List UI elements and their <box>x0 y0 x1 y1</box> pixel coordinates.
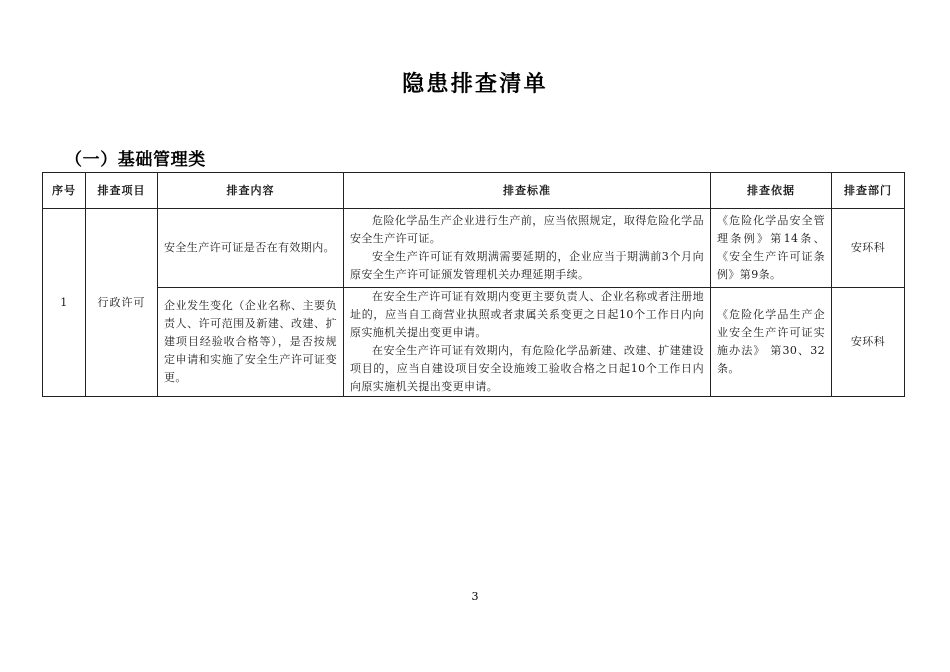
header-check-content: 排查内容 <box>158 173 344 209</box>
table-row <box>43 209 905 288</box>
cell-check-item: 行政许可 <box>86 209 158 397</box>
standard-paragraph: 在安全生产许可证有效期内，有危险化学品新建、改建、扩建建设项目的，应当自建设项目安全设施竣工验收合格之日起10个工作日内向原实施机关提出变更申请。 <box>350 344 704 393</box>
header-check-item: 排查项目 <box>86 173 158 209</box>
cell-check-department: 安环科 <box>832 288 905 397</box>
header-check-standard: 排查标准 <box>344 173 711 209</box>
table-body <box>43 209 905 397</box>
page-number: 3 <box>471 590 479 603</box>
header-check-basis: 排查依据 <box>711 173 832 209</box>
cell-check-content: 安全生产许可证是否在有效期内。 <box>158 209 344 288</box>
page-title: 隐患排查清单 <box>402 72 548 97</box>
cell-check-basis: 《危险化学品生产企业安全生产许可证实施办法》 第30、32条。 <box>711 288 832 397</box>
cell-check-standard <box>344 209 711 288</box>
cell-check-basis: 《危险化学品安全管理条例》第14条、《安全生产许可证条例》第9条。 <box>711 209 832 288</box>
cell-check-content: 企业发生变化（企业名称、主要负责人、许可范围及新建、改建、扩建项目经验收合格等），是否按规定申请和实施了安全生产许可证变更。 <box>158 288 344 397</box>
section-heading: （一）基础管理类 <box>65 150 206 170</box>
cell-check-standard <box>344 288 711 397</box>
table-header <box>43 173 905 209</box>
header-row <box>43 173 905 209</box>
header-check-department: 排查部门 <box>832 173 905 209</box>
hazard-checklist-table <box>42 172 905 397</box>
standard-paragraph: 危险化学品生产企业进行生产前，应当依照规定，取得危险化学品安全生产许可证。 <box>350 214 704 245</box>
standard-paragraph: 安全生产许可证有效期满需要延期的，企业应当于期满前3个月向原安全生产许可证颁发管理机关办理延期手续。 <box>350 250 704 281</box>
header-serial-number: 序号 <box>43 173 86 209</box>
table-row <box>43 288 905 397</box>
standard-paragraph: 在安全生产许可证有效期内变更主要负责人、企业名称或者注册地址的，应当自工商营业执照或者隶属关系变更之日起10个工作日内向原实施机关提出变更申请。 <box>350 290 704 339</box>
cell-serial-number: 1 <box>43 209 86 397</box>
cell-check-department: 安环科 <box>832 209 905 288</box>
